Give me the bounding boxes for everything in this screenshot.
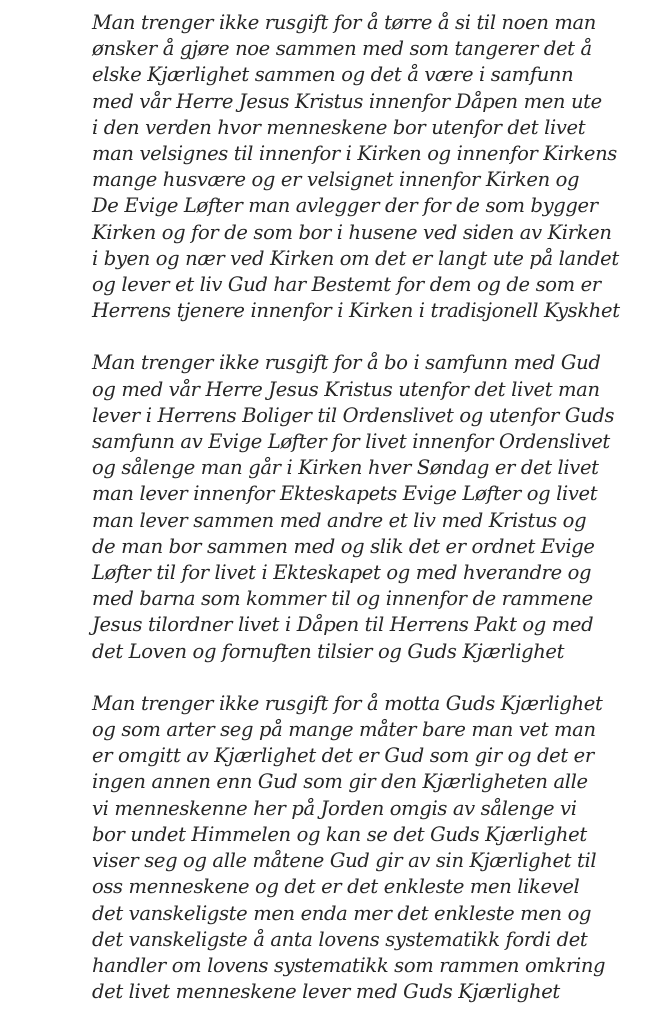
text-line: det Loven og fornuften tilsier og Guds Kjærlighet	[92, 639, 565, 663]
text-line: det vanskeligste men enda mer det enkleste men og	[92, 901, 592, 925]
text-line: man lever sammen med andre et liv med Kristus og	[92, 508, 587, 532]
text-line: lever i Herrens Boliger til Ordenslivet og utenfor Guds	[92, 403, 615, 427]
text-line: samfunn av Evige Løfter for livet innenfor Ordenslivet	[92, 430, 610, 454]
text-line: mange husvære og er velsignet innenfor Kirken og	[92, 168, 580, 192]
text-line: det livet menneskene lever med Guds Kjærlighet	[92, 980, 560, 1004]
text-line: og med vår Herre Jesus Kristus utenfor det livet man	[92, 377, 600, 401]
text-line: Løfter til for livet i Ekteskapet og med hverandre og	[92, 561, 592, 585]
text-line: viser seg og alle måtene Gud gir av sin Kjærlighet til	[92, 849, 597, 873]
text-line: man velsignes til innenfor i Kirken og innenfor Kirkens	[92, 142, 617, 166]
text-line: vi menneskenne her på Jorden omgis av sålenge vi	[92, 796, 577, 820]
text-line: De Evige Løfter man avlegger der for de som bygger	[92, 194, 598, 218]
text-line: er omgitt av Kjærlighet det er Gud som gir og det er	[92, 744, 594, 768]
text-line: de man bor sammen med og slik det er ordnet Evige	[92, 534, 595, 558]
text-line: man lever innenfor Ekteskapets Evige Løfter og livet	[92, 482, 598, 506]
text-line: Herrens tjenere innenfor i Kirken i tradisjonell Kyskhet	[92, 299, 620, 323]
text-line: oss menneskene og det er det enkleste men likevel	[92, 875, 580, 899]
text-line: med vår Herre Jesus Kristus innenfor Dåpen men ute	[92, 89, 602, 113]
text-line: Man trenger ikke rusgift for å bo i samfunn med Gud	[92, 351, 601, 375]
text-line: ønsker å gjøre noe sammen med som tangerer det å	[92, 37, 592, 61]
text-line: handler om lovens systematikk som rammen omkring	[92, 953, 606, 977]
text-line: ingen annen enn Gud som gir den Kjærligheten alle	[92, 770, 588, 794]
text-line: bor undet Himmelen og kan se det Guds Kjærlighet	[92, 822, 587, 846]
paragraph-3	[92, 691, 652, 1005]
text-line: Kirken og for de som bor i husene ved siden av Kirken	[92, 220, 612, 244]
paragraph-1	[92, 10, 652, 324]
text-line: og sålenge man går i Kirken hver Søndag er det livet	[92, 456, 599, 480]
text-line: og lever et liv Gud har Bestemt for dem og de som er	[92, 273, 601, 297]
text-line: og som arter seg på mange måter bare man vet man	[92, 718, 596, 742]
text-line: med barna som kommer til og innenfor de rammene	[92, 587, 593, 611]
text-line: det vanskeligste å anta lovens systematikk fordi det	[92, 927, 588, 951]
text-line: Jesus tilordner livet i Dåpen til Herrens Pakt og med	[92, 613, 594, 637]
text-line: i byen og nær ved Kirken om det er langt ute på landet	[92, 246, 619, 270]
text-line: elske Kjærlighet sammen og det å være i samfunn	[92, 63, 574, 87]
paragraph-2	[92, 350, 652, 664]
document-body	[92, 10, 652, 1031]
text-line: Man trenger ikke rusgift for å tørre å si til noen man	[92, 11, 597, 34]
text-line: Man trenger ikke rusgift for å motta Guds Kjærlighet	[92, 691, 603, 715]
text-line: i den verden hvor menneskene bor utenfor det livet	[92, 115, 586, 139]
